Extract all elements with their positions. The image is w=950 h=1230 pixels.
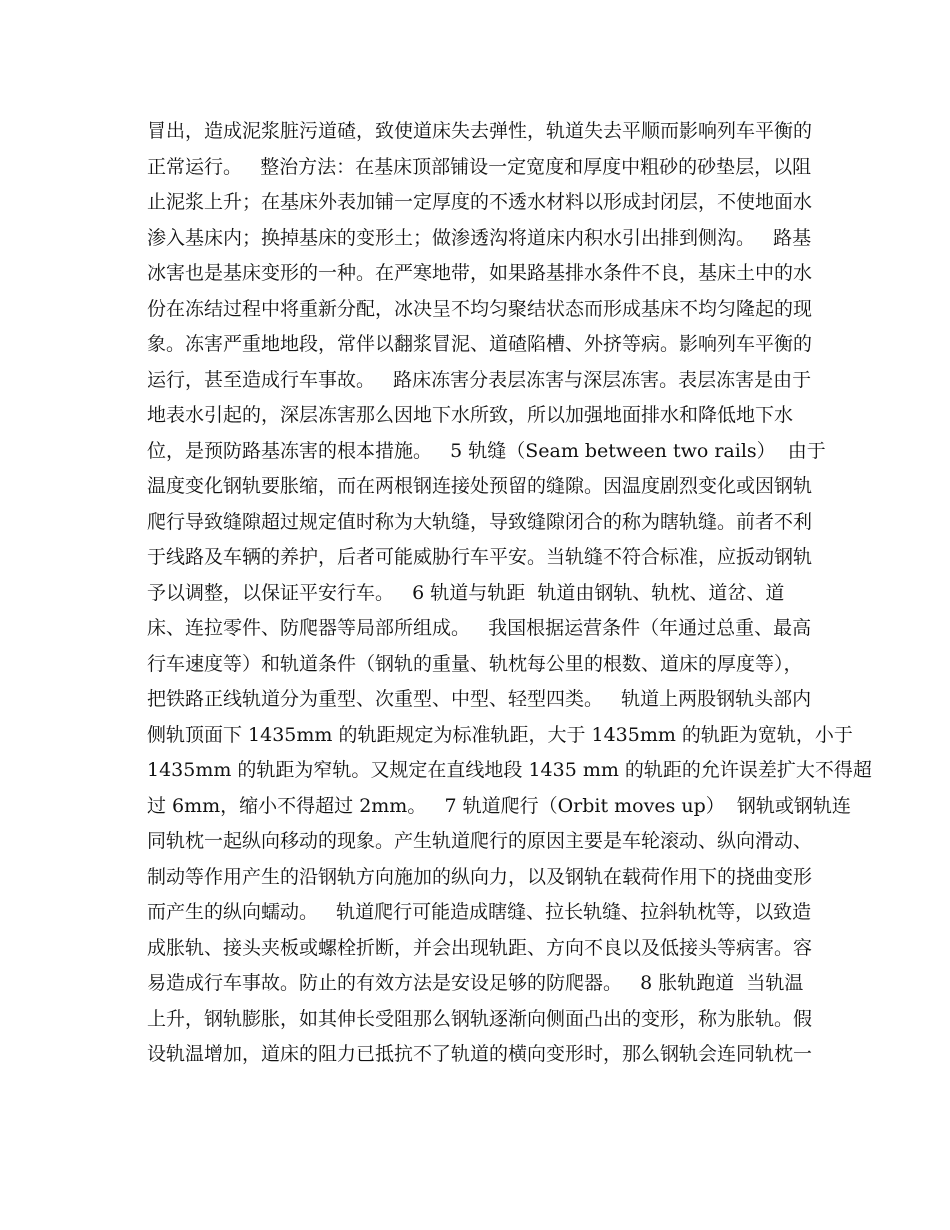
text-line: 止泥浆上升；在基床外表加铺一定厚度的不透水材料以形成封闭层，不使地面水 (147, 191, 813, 213)
body-text (147, 114, 872, 1073)
text-line: 渗入基床内；换掉基床的变形土；做渗透沟将道床内积水引出排到侧沟。 路基 (147, 226, 812, 249)
text-line: 位，是预防路基冻害的根本措施。 5 轨缝（Seam between two rails） 由于 (147, 439, 826, 462)
text-line: 设轨温增加，道床的阻力已抵抗不了轨道的横向变形时，那么钢轨会连同轨枕一 (147, 1043, 813, 1065)
text-line: 床、连拉零件、防爬器等局部所组成。 我国根据运营条件（年通过总重、最高 (147, 617, 812, 639)
text-line: 份在冻结过程中将重新分配，冰决呈不均匀聚结状态而形成基床不均匀隆起的现 (147, 297, 813, 320)
text-line: 把铁路正线轨道分为重型、次重型、中型、轻型四类。 轨道上两股钢轨头部内 (147, 688, 812, 710)
text-line: 过 6mm，缩小不得超过 2mm。 7 轨道爬行（Orbit moves up） 钢轨或钢轨连 (147, 794, 851, 817)
text-line: 而产生的纵向蠕动。 轨道爬行可能造成瞎缝、拉长轨缝、拉斜轨枕等，以致造 (147, 901, 812, 923)
text-line: 冰害也是基床变形的一种。在严寒地带，如果路基排水条件不良，基床土中的水 (147, 262, 813, 284)
text-line: 制动等作用产生的沿钢轨方向施加的纵向力，以及钢轨在载荷作用下的挠曲变形 (147, 865, 813, 888)
text-line: 于线路及车辆的养护，后者可能威胁行车平安。当轨缝不符合标准，应扳动钢轨 (147, 546, 813, 568)
text-line: 易造成行车事故。防止的有效方法是安设足够的防爬器。 8 胀轨跑道 当轨温 (147, 972, 804, 994)
text-line: 予以调整，以保证平安行车。 6 轨道与轨距 轨道由钢轨、轨枕、道岔、道 (147, 581, 785, 604)
text-line: 正常运行。 整治方法：在基床顶部铺设一定宽度和厚度中粗砂的砂垫层，以阻 (147, 155, 812, 178)
text-line: 同轨枕一起纵向移动的现象。产生轨道爬行的原因主要是车轮滚动、纵向滑动、 (147, 830, 813, 852)
text-line: 行车速度等）和轨道条件（钢轨的重量、轨枕每公里的根数、道床的厚度等）， (147, 652, 803, 675)
text-line: 上升，钢轨膨胀，如其伸长受阻那么钢轨逐渐向侧面凸出的变形，称为胀轨。假 (147, 1007, 813, 1030)
text-line: 冒出，造成泥浆脏污道碴，致使道床失去弹性，轨道失去平顺而影响列车平衡的 (147, 120, 813, 142)
text-line: 成胀轨、接头夹板或螺栓折断，并会出现轨距、方向不良以及低接头等病害。容 (147, 936, 813, 959)
text-line: 地表水引起的，深层冻害那么因地下水所致，所以加强地面排水和降低地下水 (147, 404, 794, 426)
text-line: 象。冻害严重地地段，常伴以翻浆冒泥、道碴陷槽、外挤等病。影响列车平衡的 (147, 333, 813, 355)
text-line: 1435mm 的轨距为窄轨。又规定在直线地段 1435 mm 的轨距的允许误差扩大不得超 (147, 759, 872, 781)
text-line: 爬行导致缝隙超过规定值时称为大轨缝，导致缝隙闭合的称为瞎轨缝。前者不利 (147, 510, 813, 533)
text-line: 侧轨顶面下 1435mm 的轨距规定为标准轨距，大于 1435mm 的轨距为宽轨，小于 (147, 723, 853, 746)
text-line: 运行，甚至造成行车事故。 路床冻害分表层冻害与深层冻害。表层冻害是由于 (147, 368, 812, 391)
text-line: 温度变化钢轨要胀缩，而在两根钢连接处预留的缝隙。因温度剧烈变化或因钢轨 (147, 475, 813, 497)
